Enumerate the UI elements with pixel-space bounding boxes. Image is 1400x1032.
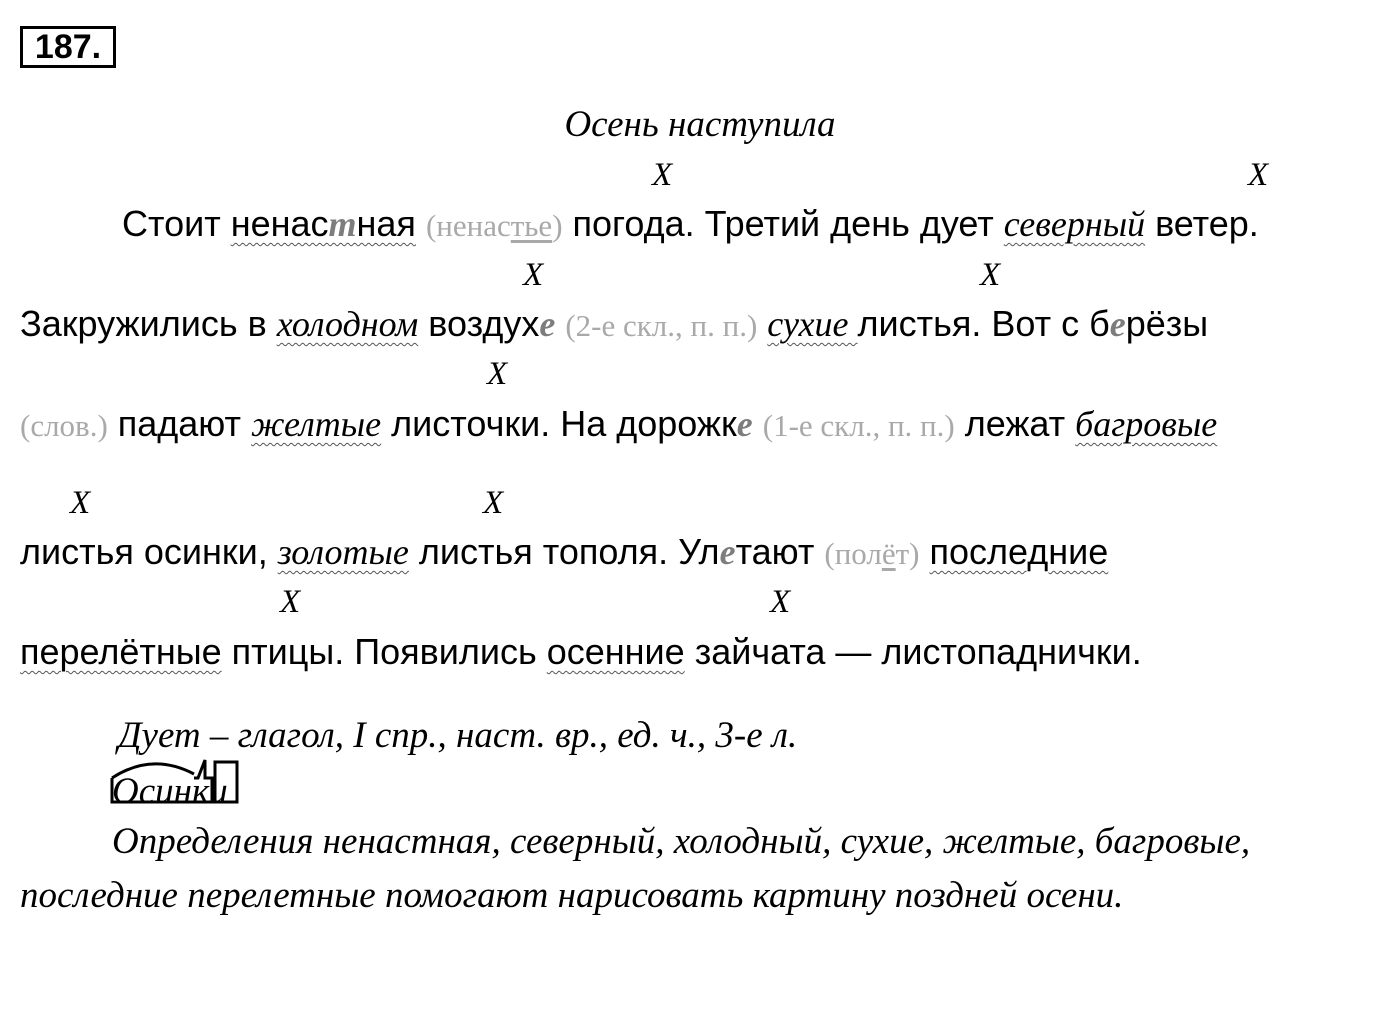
- x-mark: X: [483, 485, 504, 521]
- text-line-4: [20, 530, 1108, 576]
- text-fragment: листья осинки,: [20, 531, 278, 572]
- x-mark: X: [980, 257, 1001, 293]
- x-mark: X: [523, 257, 544, 293]
- text-fragment: листочки. На дорожк: [381, 403, 737, 444]
- verb-analysis: Дует – глагол, I спр., наст. вр., ед. ч., 3-е л.: [118, 715, 798, 756]
- adjective-poslednie: последние: [929, 531, 1109, 572]
- text-fragment: птицы. Появились: [221, 631, 547, 672]
- orthogram-letter: е: [736, 404, 753, 444]
- text-fragment: Стоит: [122, 203, 231, 244]
- adjective-osennie: осенние: [546, 631, 685, 672]
- exercise-number: 187.: [20, 26, 116, 68]
- x-mark: X: [770, 584, 791, 620]
- orthogram-letter: т: [328, 204, 357, 244]
- text-fragment: листья тополя. Ул: [408, 531, 720, 572]
- morph-word: Осинки: [112, 771, 228, 812]
- text-fragment: падают: [107, 403, 252, 444]
- x-mark: X: [487, 356, 508, 392]
- text-fragment: зайчата — листопаднички.: [684, 631, 1142, 672]
- text-line-5: [20, 630, 1142, 674]
- grammar-note: (1-е скл., п. п.): [762, 408, 955, 443]
- x-mark: X: [652, 157, 673, 193]
- text-fragment: погода. Третий день дует: [562, 203, 1004, 244]
- x-mark: X: [1248, 157, 1269, 193]
- text-fragment: воздух: [418, 303, 540, 344]
- orthogram-letter: е: [1109, 304, 1126, 344]
- text-fragment: тают: [735, 531, 825, 572]
- text-title: Осень наступила: [564, 104, 836, 145]
- text-fragment: рёзы: [1125, 303, 1209, 344]
- adjective-suhie: сухие: [767, 304, 858, 344]
- adjective-severny: северный: [1003, 204, 1146, 244]
- adjective-holodnom: холодном: [276, 304, 419, 344]
- text-line-1: [122, 202, 1259, 248]
- check-word-note: (ненастье): [425, 208, 563, 243]
- check-word-note: (полёт): [824, 536, 920, 571]
- orthogram-letter: е: [539, 304, 556, 344]
- adjective-zheltye: желтые: [251, 404, 382, 444]
- adjective-perelyotnye: перелётные: [20, 631, 222, 672]
- text-line-3: [20, 402, 1217, 448]
- x-mark: X: [280, 584, 301, 620]
- adjective-zolotye: золотые: [277, 532, 409, 572]
- morphemic-parsing: [108, 770, 228, 813]
- conclusion-line-2: последние перелетные помогают нарисовать картину поздней осени.: [20, 875, 1124, 916]
- x-mark: X: [70, 485, 91, 521]
- text-line-2: [20, 302, 1208, 348]
- text-fragment: ветер.: [1145, 203, 1259, 244]
- orthogram-letter: е: [719, 532, 736, 572]
- conclusion-line-1: Определения ненастная, северный, холодный, сухие, желтые, багровые,: [112, 821, 1251, 862]
- adjective-nenastnaya: ненастная: [230, 203, 416, 244]
- adjective-bagrovye: багровые: [1075, 404, 1218, 444]
- text-fragment: Закружились в: [20, 303, 277, 344]
- grammar-note: (2-е скл., п. п.): [565, 308, 758, 343]
- dictionary-note: (слов.): [20, 408, 108, 443]
- text-fragment: листья. Вот с б: [857, 303, 1110, 344]
- text-fragment: лежат: [954, 403, 1076, 444]
